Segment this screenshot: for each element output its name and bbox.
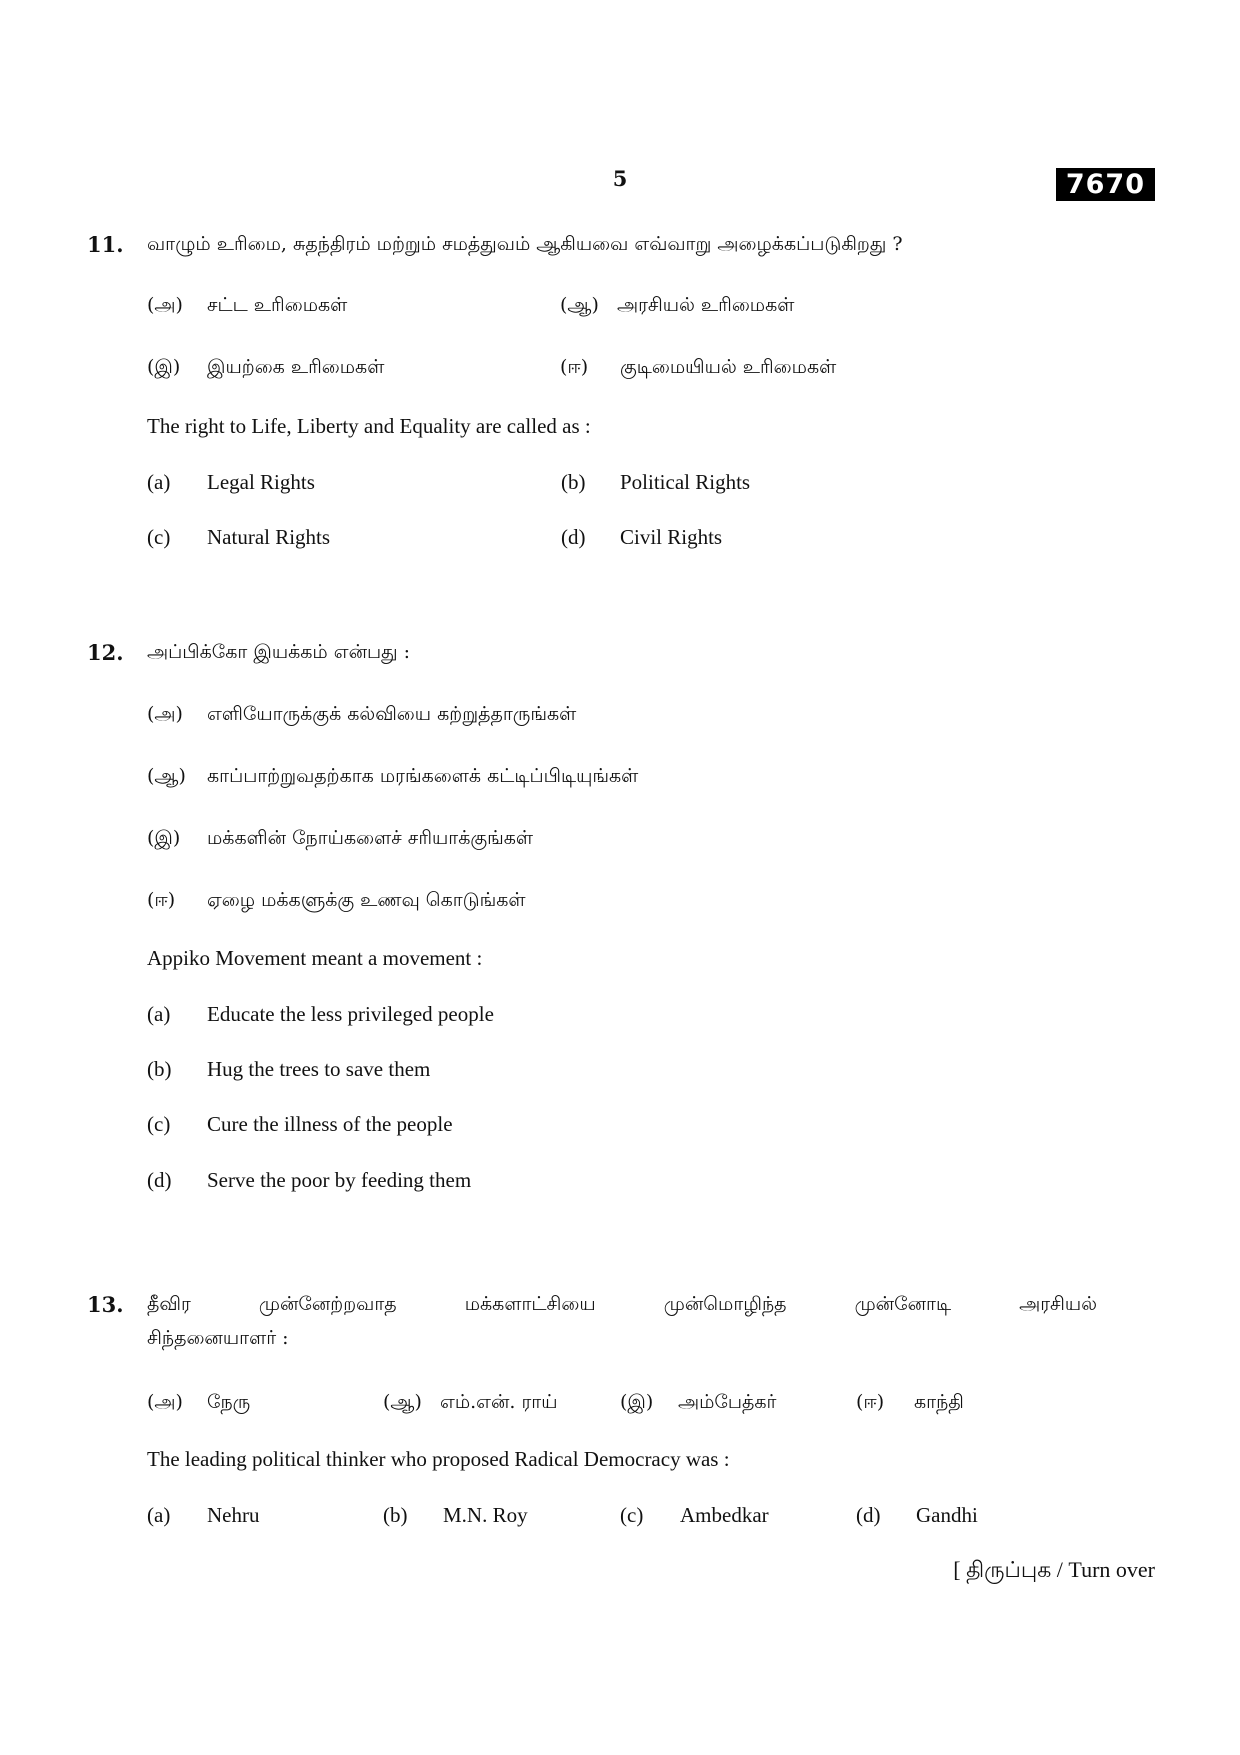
option-label-tamil: (ஆ) <box>383 1391 422 1413</box>
option-text-tamil: நேரு <box>207 1391 251 1413</box>
page-number: 5 <box>612 166 628 191</box>
option-label-tamil: (ஆ) <box>560 294 599 316</box>
option-text-tamil: குடிமையியல் உரிமைகள் <box>620 356 837 378</box>
question-text-tamil: அப்பிக்கோ இயக்கம் என்பது : <box>147 641 411 663</box>
option-text: Cure the illness of the people <box>207 1112 453 1136</box>
option-text-tamil: அரசியல் உரிமைகள் <box>617 294 795 316</box>
option-label: (b) <box>147 1057 172 1081</box>
option-label: (b) <box>383 1503 408 1527</box>
option-label-tamil: (இ) <box>147 827 181 849</box>
option-label: (d) <box>856 1503 881 1527</box>
option-text-tamil: எம்.என். ராய் <box>440 1391 558 1413</box>
option-text: Civil Rights <box>620 525 723 549</box>
turn-over-note: [ திருப்புக / Turn over <box>953 1557 1155 1582</box>
option-text-tamil: ஏழை மக்களுக்கு உணவு கொடுங்கள் <box>207 889 526 911</box>
paper-code-badge: 7670 <box>1056 168 1155 201</box>
option-label-tamil: (ஆ) <box>147 765 186 787</box>
option-label: (c) <box>147 525 171 549</box>
option-text-tamil: அம்பேத்கர் <box>678 1391 777 1413</box>
option-label-tamil: (அ) <box>147 294 183 316</box>
option-label-tamil: (இ) <box>620 1391 654 1413</box>
question-text-english: The right to Life, Liberty and Equality are called as : <box>147 414 591 438</box>
option-label-tamil: (ஈ) <box>147 889 176 911</box>
option-text-tamil: மக்களின் நோய்களைச் சரியாக்குங்கள் <box>207 827 534 849</box>
question-number: 13. <box>87 1292 124 1317</box>
option-label: (a) <box>147 470 171 494</box>
option-label-tamil: (ஈ) <box>560 356 589 378</box>
option-text: Serve the poor by feeding them <box>207 1168 472 1192</box>
option-text: Political Rights <box>620 470 751 494</box>
question-text-english: Appiko Movement meant a movement : <box>147 946 483 970</box>
option-text: M.N. Roy <box>443 1503 528 1527</box>
option-text-tamil: சட்ட உரிமைகள் <box>207 294 348 316</box>
option-text: Educate the less privileged people <box>207 1002 494 1026</box>
option-label-tamil: (இ) <box>147 356 181 378</box>
option-text: Hug the trees to save them <box>207 1057 431 1081</box>
option-text-tamil: காப்பாற்றுவதற்காக மரங்களைக் கட்டிப்பிடியுங்கள் <box>207 765 639 787</box>
option-text: Legal Rights <box>207 470 315 494</box>
option-label-tamil: (அ) <box>147 1391 183 1413</box>
option-text-tamil: இயற்கை உரிமைகள் <box>207 356 385 378</box>
option-text: Ambedkar <box>680 1503 769 1527</box>
option-text: Nehru <box>207 1503 260 1527</box>
question-text-tamil-line2: சிந்தனையாளர் : <box>147 1327 289 1349</box>
option-label: (d) <box>147 1168 172 1192</box>
question-text-english: The leading political thinker who proposed Radical Democracy was : <box>147 1447 730 1471</box>
option-label: (d) <box>561 525 586 549</box>
option-label-tamil: (அ) <box>147 703 183 725</box>
option-label: (c) <box>620 1503 644 1527</box>
option-text: Natural Rights <box>207 525 331 549</box>
option-label: (b) <box>561 470 586 494</box>
option-label: (c) <box>147 1112 171 1136</box>
option-label: (a) <box>147 1002 171 1026</box>
question-text-tamil-line1: தீவிர முன்னேற்றவாத மக்களாட்சியை முன்மொழிந்த முன்னோடி அரசியல் <box>147 1293 1097 1315</box>
option-label-tamil: (ஈ) <box>856 1391 885 1413</box>
question-text-tamil: வாழும் உரிமை, சுதந்திரம் மற்றும் சமத்துவம் ஆகியவை எவ்வாறு அழைக்கப்படுகிறது ? <box>147 233 903 255</box>
option-label: (a) <box>147 1503 171 1527</box>
option-text: Gandhi <box>916 1503 978 1527</box>
question-number: 11. <box>87 232 124 257</box>
option-text-tamil: எளியோருக்குக் கல்வியை கற்றுத்தாருங்கள் <box>207 703 577 725</box>
option-text-tamil: காந்தி <box>914 1391 964 1413</box>
question-number: 12. <box>87 640 124 665</box>
